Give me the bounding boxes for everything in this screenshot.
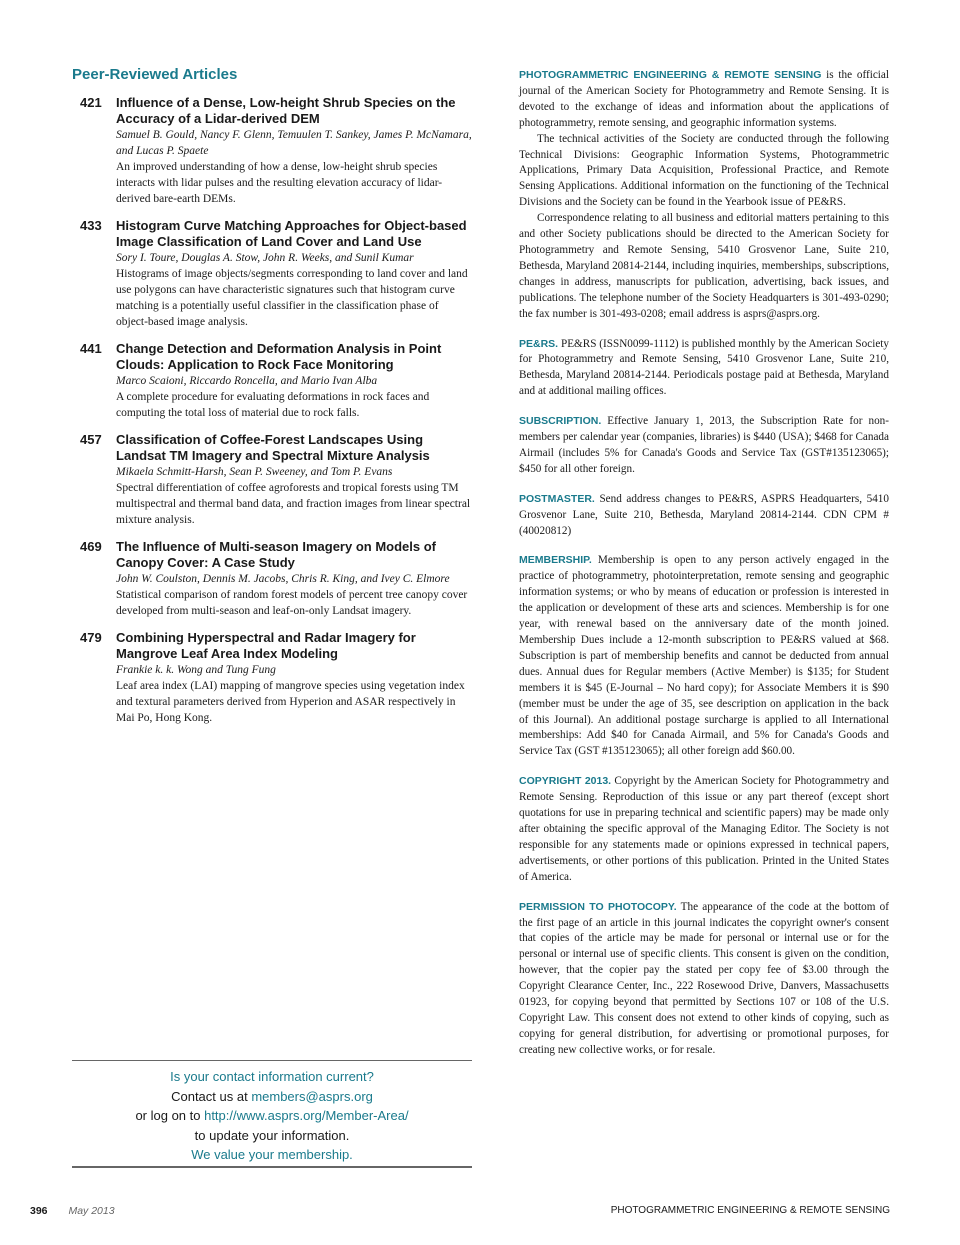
- article-page-number: 479: [80, 630, 102, 645]
- article-authors: John W. Coulston, Dennis M. Jacobs, Chris R. King, and Ivey C. Elmore: [116, 573, 450, 585]
- article-authors: Marco Scaioni, Riccardo Roncella, and Mario Ivan Alba: [116, 375, 378, 387]
- article-entry: [72, 432, 472, 528]
- contact-email-link[interactable]: members@asprs.org: [251, 1088, 373, 1104]
- contact-question: Is your contact information current?: [170, 1069, 374, 1084]
- contents-column: [72, 66, 472, 737]
- copyright-info: COPYRIGHT 2013. Copyright by the American Society for Photogrammetry and Remote Sensing. Reproduction of this issue or any part thereof (except short quotations for use in preparing technical and scientific papers) may be made only after obtaining the specific approval of the Managing Editor. The Society is not responsible for any statements made or opinions expressed in technical papers, advertisements, or other portions of this publication. Printed in the United States of America.: [519, 775, 889, 883]
- article-page-number: 441: [80, 341, 102, 356]
- article-title[interactable]: Change Detection and Deformation Analysis in Point Clouds: Application to Rock Face Monitoring: [116, 341, 442, 372]
- article-entry: [72, 341, 472, 421]
- photocopy-permission: PERMISSION TO PHOTOCOPY. The appearance of the code at the bottom of the first page of an article in this journal indicates the copyright owner's consent that copies of the article may be made for personal or internal use or for the personal or internal use of specific clients. This consent is given on the condition, however, that the copier pay the stated per copy fee of $3.00 through the Copyright Clearance Center, Inc., 222 Rosewood Drive, Danvers, Massachusetts 01923, for copying beyond that permitted by Sections 107 or 108 of the U.S. Copyright Law. This consent does not extend to other kinds of copying, such as copying for general distribution, for advertising or promotional purposes, for creating new collective works, or for resale.: [519, 900, 889, 1056]
- article-abstract: A complete procedure for evaluating deformations in rock faces and computing the total loss of material due to rock falls.: [116, 391, 430, 419]
- section-heading: Peer-Reviewed Articles: [72, 66, 238, 83]
- contact-box: [72, 1060, 472, 1168]
- member-area-link[interactable]: http://www.asprs.org/Member-Area/: [204, 1108, 409, 1123]
- article-list: [72, 95, 472, 726]
- article-title[interactable]: Combining Hyperspectral and Radar Imagery for Mangrove Leaf Area Index Modeling: [116, 630, 416, 661]
- article-abstract: Statistical comparison of random forest models of percent tree canopy cover developed from multi-season and leaf-on-only Landsat imagery.: [116, 589, 468, 617]
- membership-info: MEMBERSHIP. Membership is open to any person actively engaged in the practice of photogrammetry, photointerpretation, remote sensing and geographic information systems; or who by means of education or profession is interested in the application or development of these arts and sciences. Membership is for one year, with renewal based on the anniversary date of the month joined. Membership Dues include a 12-month subscription to PE&RS valued at $68. Subscription is part of membership benefits and cannot be deducted from annual dues. Annual dues for Regular members (Active Member) is $135; for Student members it is $45 (E-Journal – No hard copy); for Associate Members it is $90 (member must be under the age of 35, see description on application in the back of this Journal). An additional postage surcharge is applied to all International memberships: Add $40 for Canada Airmail, and 5% for Canada's Goods and Service Tax (GST #135123065); all other foreign add $60.00.: [519, 554, 889, 758]
- article-entry: [72, 630, 472, 726]
- article-title[interactable]: Classification of Coffee-Forest Landscapes Using Landsat TM Imagery and Spectral Mixture Analysis: [116, 432, 430, 463]
- subscription-info: SUBSCRIPTION. Effective January 1, 2013, the Subscription Rate for non-members per calendar year (companies, libraries) is $440 (USA); $468 for Canada Airmail (includes 5% for Canada's Goods and Service Tax (GST#135123065); $450 for all other foreign.: [519, 415, 889, 475]
- article-title[interactable]: Influence of a Dense, Low-height Shrub Species on the Accuracy of a Lidar-derived DEM: [116, 95, 456, 126]
- journal-intro: PHOTOGRAMMETRIC ENGINEERING & REMOTE SENSING is the official journal of the American Society for Photogrammetry and Remote Sensing. It is devoted to the exchange of ideas and information about the applications of photogrammetry, remote sensing, and geographic information systems.: [519, 69, 889, 129]
- article-entry: [72, 218, 472, 330]
- page-footer: [30, 1205, 890, 1217]
- article-page-number: 421: [80, 95, 102, 110]
- article-title[interactable]: Histogram Curve Matching Approaches for Object-based Image Classification of Land Cover and Land Use: [116, 218, 467, 249]
- article-entry: [72, 95, 472, 207]
- pers-info: PE&RS. PE&RS (ISSN0099-1112) is published monthly by the American Society for Photogrammetry and Remote Sensing, 5410 Grosvenor Lane, Suite 210, Bethesda, Maryland 20814-2144. Periodicals postage paid at Bethesda, Maryland and at additional mailing offices.: [519, 337, 889, 398]
- page-number: 396: [30, 1205, 48, 1217]
- journal-info-column: [519, 68, 889, 1073]
- technical-divisions: The technical activities of the Society are conducted through the following Technical Divisions: Geographic Information Systems, Photogrammetric Applications, Primary Data Acquisition, Professional Practice, and Remote Sensing Applications. Additional information on the functioning of the Technical Divisions and the Society can be found in the Yearbook issue of PE&RS.: [519, 132, 889, 209]
- journal-name: PHOTOGRAMMETRIC ENGINEERING & REMOTE SENSING: [610, 1205, 890, 1216]
- issue-date: May 2013: [68, 1205, 115, 1217]
- postmaster-info: POSTMASTER. Send address changes to PE&RS, ASPRS Headquarters, 5410 Grosvenor Lane, Suite 210, Bethesda, Maryland 20814-2144. CDN CPM #(40020812): [519, 492, 889, 537]
- article-page-number: 469: [80, 539, 102, 554]
- article-title[interactable]: The Influence of Multi-season Imagery on Models of Canopy Cover: A Case Study: [116, 539, 436, 570]
- article-page-number: 433: [80, 218, 102, 233]
- correspondence: Correspondence relating to all business and editorial matters pertaining to this and other Society publications should be directed to the American Society for Photogrammetry and Remote Sensing, 5410 Grosvenor Lane, Suite 210, Bethesda, Maryland 20814-2144, including inquiries, memberships, subscriptions, changes in address, manuscripts for publication, advertising, back issues, and publications. The telephone number of the Society Headquarters is 301-493-0290; the fax number is 301-493-0208; email address is asprs@asprs.org.: [519, 212, 889, 320]
- article-entry: [72, 539, 472, 619]
- article-authors: Mikaela Schmitt-Harsh, Sean P. Sweeney, and Tom P. Evans: [116, 466, 393, 478]
- article-abstract: Leaf area index (LAI) mapping of mangrove species using vegetation index and textural parameters derived from Hyperion and ASAR respectively in Mai Po, Hong Kong.: [116, 680, 465, 724]
- article-abstract: An improved understanding of how a dense, low-height shrub species interacts with lidar pulses and the resulting elevation accuracy of lidar-derived bare-earth DEMs.: [116, 161, 443, 205]
- contact-update-line: to update your information.: [194, 1127, 350, 1143]
- article-abstract: Spectral differentiation of coffee agroforests and tropical forests using TM multispectral and thermal band data, and fraction images from linear spectral mixture analysis.: [116, 482, 471, 526]
- article-page-number: 457: [80, 432, 102, 447]
- article-authors: Samuel B. Gould, Nancy F. Glenn, Temuulen T. Sankey, James P. McNamara, and Lucas P. Spaete: [116, 129, 472, 157]
- article-authors: Frankie k. k. Wong and Tung Fung: [116, 664, 276, 676]
- article-abstract: Histograms of image objects/segments corresponding to land cover and land use polygons can have characteristic signatures such that histogram curve matching is a potentially useful classifier in the classification phase of object-based image analysis.: [116, 268, 468, 328]
- contact-url-line: or log on to http://www.asprs.org/Member-Area/: [135, 1108, 409, 1123]
- contact-email-line: Contact us at members@asprs.org: [171, 1088, 373, 1104]
- contact-value-line: We value your membership.: [191, 1147, 353, 1162]
- article-authors: Sory I. Toure, Douglas A. Stow, John R. Weeks, and Sunil Kumar: [116, 252, 414, 264]
